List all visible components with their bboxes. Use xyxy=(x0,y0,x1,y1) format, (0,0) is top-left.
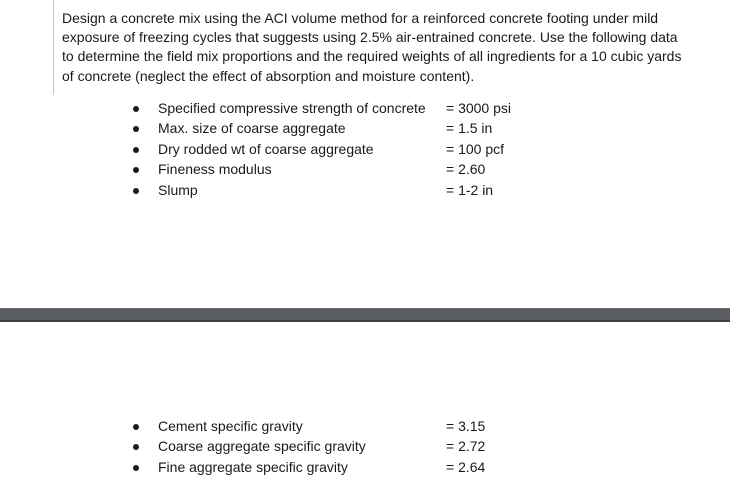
given-data-list xyxy=(0,99,730,201)
problem-statement xyxy=(62,9,702,86)
item-value: = 2.64 xyxy=(446,458,486,475)
bullet-icon xyxy=(133,444,139,450)
item-value: = 3000 psi xyxy=(446,100,511,116)
list-item xyxy=(0,160,730,180)
bullet-icon xyxy=(133,465,139,471)
specific-gravity-list xyxy=(0,417,730,478)
bullet-icon xyxy=(133,167,139,173)
bullet-icon xyxy=(133,147,139,153)
item-label: Coarse aggregate specific gravity xyxy=(158,438,366,455)
bullet-icon xyxy=(133,106,139,112)
page-break-divider xyxy=(0,308,730,322)
list-item xyxy=(0,119,730,139)
item-label: Fineness modulus xyxy=(158,161,272,178)
item-value: = 100 pcf xyxy=(446,140,504,157)
item-value: = 2.60 xyxy=(446,161,486,178)
bullet-icon xyxy=(133,188,139,194)
item-value: = 1-2 in xyxy=(446,181,494,198)
list-item xyxy=(0,437,730,457)
list-item xyxy=(0,458,730,478)
item-value: = 3.15 xyxy=(446,418,486,434)
list-item xyxy=(0,99,730,119)
problem-line: Design a concrete mix using the ACI volume method for a reinforced concrete footing under mild xyxy=(62,10,659,26)
item-label: Cement specific gravity xyxy=(158,418,303,434)
problem-line: to determine the field mix proportions and the required weights of all ingredients for a 10 cubic yards xyxy=(62,48,682,65)
margin-rule xyxy=(53,0,54,95)
bullet-icon xyxy=(133,126,139,132)
list-item xyxy=(0,181,730,201)
bullet-icon xyxy=(133,424,139,430)
item-label: Specified compressive strength of concrete xyxy=(158,100,426,116)
item-value: = 1.5 in xyxy=(446,120,493,137)
list-item xyxy=(0,417,730,437)
problem-line: exposure of freezing cycles that suggests using 2.5% air-entrained concrete. Use the following data xyxy=(62,29,678,46)
item-label: Slump xyxy=(158,181,198,198)
item-label: Dry rodded wt of coarse aggregate xyxy=(158,140,374,157)
list-item xyxy=(0,140,730,160)
item-value: = 2.72 xyxy=(446,438,486,455)
item-label: Fine aggregate specific gravity xyxy=(158,458,348,475)
item-label: Max. size of coarse aggregate xyxy=(158,120,346,137)
problem-line: of concrete (neglect the effect of absorption and moisture content). xyxy=(62,67,475,84)
